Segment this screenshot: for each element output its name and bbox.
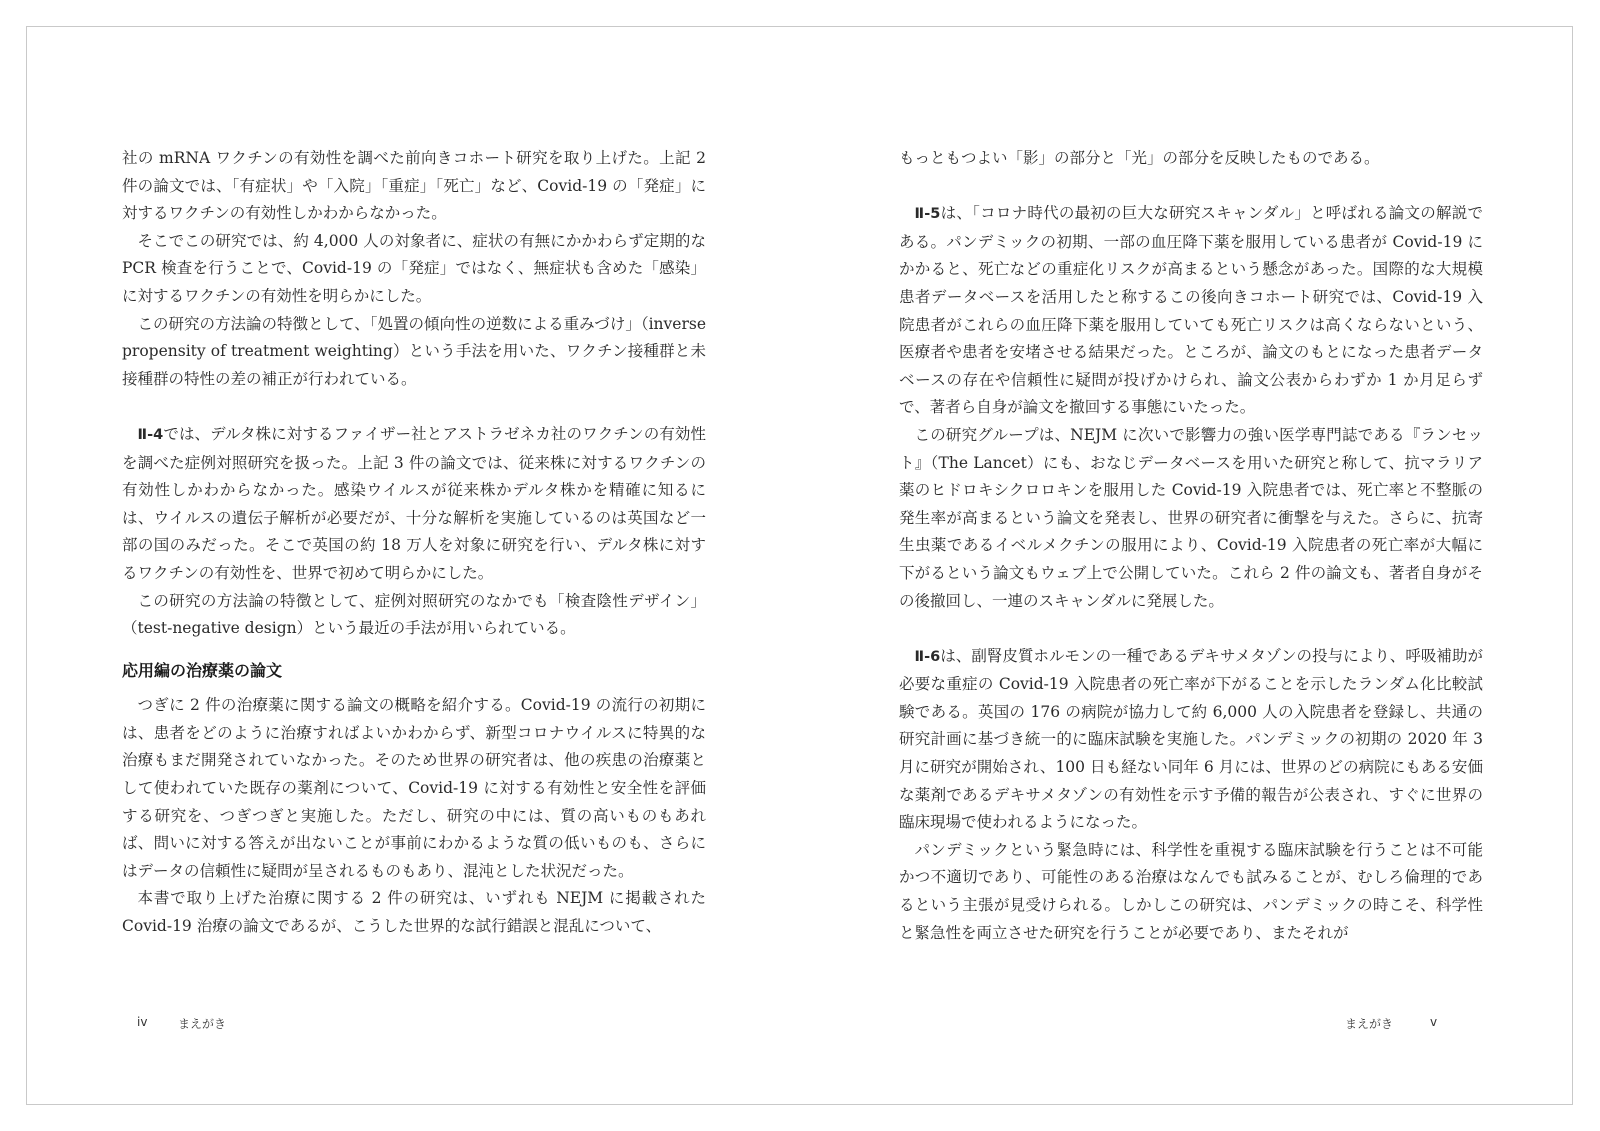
- right-page-body: [899, 145, 1483, 947]
- body-paragraph: パンデミックという緊急時には、科学性を重視する臨床試験を行うことは不可能かつ不適切であり、可能性のある治療はなんでも試みることが、むしろ倫理的であるという主張が見受けられる。しかしこの研究は、パンデミックの時こそ、科学性と緊急性を両立させた研究を行うことが必要であり、またそれが: [899, 840, 1483, 942]
- body-paragraph: 社の mRNA ワクチンの有効性を調べた前向きコホート研究を取り上げた。上記 2 件の論文では、「有症状」や「入院」「重症」「死亡」など、Covid-19 の「発症」に対するワクチンの有効性しかわからなかった。: [122, 149, 706, 223]
- body-paragraph: [899, 200, 1483, 422]
- body-paragraph: つぎに 2 件の治療薬に関する論文の概略を紹介する。Covid-19 の流行の初期には、患者をどのように治療すればよいかわからず、新型コロナウイルスに特異的な治療もまだ開発されていなかった。そのため世界の研究者は、他の疾患の治療薬として使われていた既存の薬剤について、Covid-19 に対する有効性と安全性を評価する研究を、つぎつぎと実施した。ただし、研究の中には、質の高いものもあれば、問いに対する答えが出ないことが事前にわかるような質の低いものも、さらにはデータの信頼性に疑問が呈されるものもあり、混沌とした状況だった。: [122, 696, 706, 880]
- body-paragraph: [899, 643, 1483, 837]
- chapter-ref: Ⅱ-5: [914, 206, 941, 223]
- section-heading: 応用編の治療薬の論文: [122, 660, 283, 680]
- running-title: まえがき: [1345, 1017, 1394, 1031]
- paragraph-text: は、「コロナ時代の最初の巨大な研究スキャンダル」と呼ばれる論文の解説である。パンデミックの初期、一部の血圧降下薬を服用している患者が Covid-19 にかかると、死亡などの重症化リスクが高まるという懸念があった。国際的な大規模患者データベースを活用したと称するこの後向きコホート研究では、Covid-19 入院患者がこれらの血圧降下薬を服用していても死亡リスクは高くならないという、医療者や患者を安堵させる結果だった。ところが、論文のもとになった患者データベースの存在や信頼性に疑問が投げかけられ、論文公表からわずか 1 か月足らずで、著者ら自身が論文を撤回する事態にいたった。: [899, 204, 1483, 417]
- body-paragraph: そこでこの研究では、約 4,000 人の対象者に、症状の有無にかかわらず定期的な PCR 検査を行うことで、Covid-19 の「発症」ではなく、無症状も含めた「感染」に対するワクチンの有効性を明らかにした。: [122, 231, 706, 305]
- body-paragraph: 本書で取り上げた治療に関する 2 件の研究は、いずれも NEJM に掲載された Covid-19 治療の論文であるが、こうした世界的な試行錯誤と混乱について、: [122, 889, 706, 936]
- left-page-body: [122, 145, 706, 941]
- body-paragraph: [122, 421, 706, 588]
- page-number: iv: [137, 1015, 148, 1029]
- body-paragraph: もっともつよい「影」の部分と「光」の部分を反映したものである。: [899, 149, 1380, 167]
- chapter-ref: Ⅱ-6: [914, 648, 941, 665]
- paragraph-text: は、副腎皮質ホルモンの一種であるデキサメタゾンの投与により、呼吸補助が必要な重症の Covid-19 入院患者の死亡率が下がることを示したランダム化比較試験である。英国の 176 の病院が協力して約 6,000 人の入院患者を登録し、共通の研究計画に基づき統一的に臨床試験を実施した。パンデミックの初期の 2020 年 3 月に研究が開始され、100 日も経ない同年 6 月には、世界のどの病院にもある安価な薬剤であるデキサメタゾンの有効性を示す予備的報告が公表され、すぐに世界の臨床現場で使われるようになった。: [899, 646, 1483, 832]
- paragraph-text: では、デルタ株に対するファイザー社とアストラゼネカ社のワクチンの有効性を調べた症例対照研究を扱った。上記 3 件の論文では、従来株に対するワクチンの有効性しかわからなかった。感染ウイルスが従来株かデルタ株かを精確に知るには、ウイルスの遺伝子解析が必要だが、十分な解析を実施しているのは英国など一部の国のみだった。そこで英国の約 18 万人を対象に研究を行い、デルタ株に対するワクチンの有効性を、世界で初めて明らかにした。: [122, 424, 706, 582]
- body-paragraph: この研究グループは、NEJM に次いで影響力の強い医学専門誌である『ランセット』（The Lancet）にも、おなじデータベースを用いた研究と称して、抗マラリア薬のヒドロキシクロロキンを服用した Covid-19 入院患者では、死亡率と不整脈の発生率が高まるという論文を発表し、世界の研究者に衝撃を与えた。さらに、抗寄生虫薬であるイベルメクチンの服用により、Covid-19 入院患者の死亡率が大幅に下がるという論文もウェブ上で公開していた。これら 2 件の論文も、著者自身がその後撤回し、一連のスキャンダルに発展した。: [899, 425, 1483, 610]
- running-title: まえがき: [178, 1017, 227, 1031]
- chapter-ref: Ⅱ-4: [137, 426, 164, 443]
- body-paragraph: この研究の方法論の特徴として、症例対照研究のなかでも「検査陰性デザイン」（test-negative design）という最近の手法が用いられている。: [122, 591, 706, 638]
- page-number: v: [1430, 1015, 1438, 1029]
- body-paragraph: この研究の方法論の特徴として、「処置の傾向性の逆数による重みづけ」（inverse propensity of treatment weighting）という手法を用いた、ワクチン接種群と未接種群の特性の差の補正が行われている。: [122, 314, 706, 388]
